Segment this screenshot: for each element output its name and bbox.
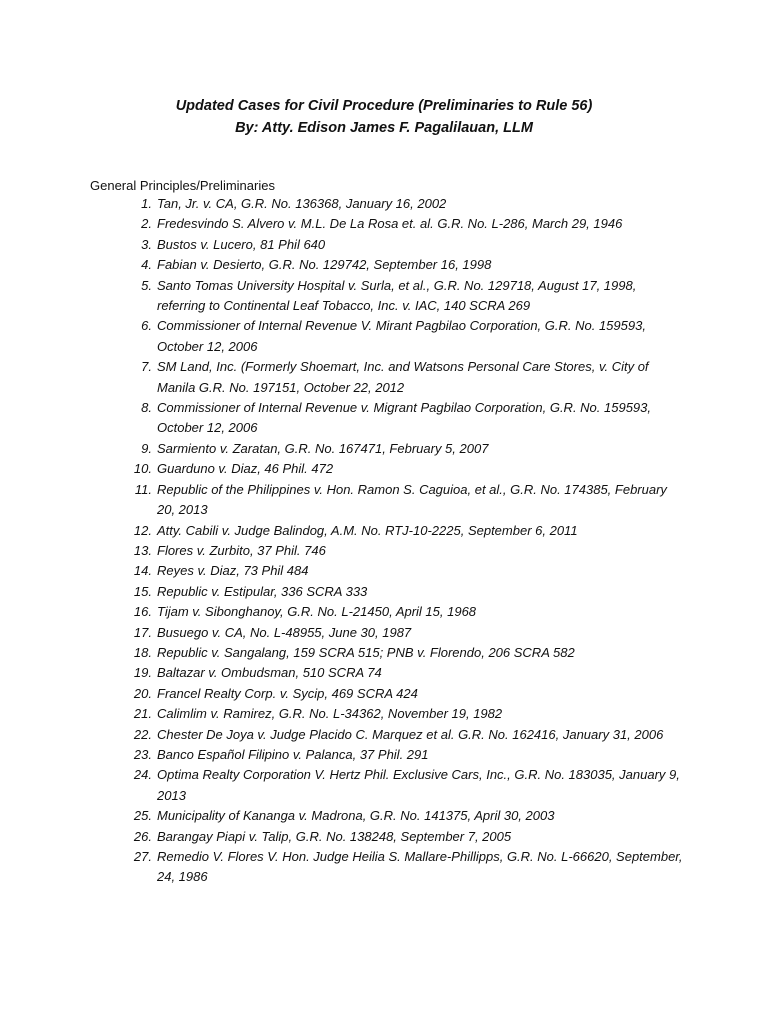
case-number: 8. <box>141 400 152 416</box>
case-citation: Remedio V. Flores V. Hon. Judge Heilia S. Mallare-Phillipps, G.R. No. L-66620, September, 24, 1986 <box>157 849 683 885</box>
title-line-2: By: Atty. Edison James F. Pagalilauan, LLM <box>235 120 533 136</box>
case-citation: Calimlim v. Ramirez, G.R. No. L-34362, November 19, 1982 <box>157 706 503 722</box>
case-citation: Republic v. Sangalang, 159 SCRA 515; PNB v. Florendo, 206 SCRA 582 <box>157 644 575 660</box>
case-number: 27. <box>133 849 152 864</box>
case-number: 7. <box>141 359 152 375</box>
case-item <box>126 704 686 724</box>
case-number: 11. <box>134 481 152 497</box>
case-citation: Republic v. Estipular, 336 SCRA 333 <box>157 583 368 599</box>
case-number: 26. <box>133 828 152 844</box>
case-number: 22. <box>133 726 152 742</box>
case-item <box>126 459 686 479</box>
case-number: 6. <box>141 318 152 334</box>
case-item <box>126 398 686 439</box>
case-citation: Reyes v. Diaz, 73 Phil 484 <box>157 563 309 579</box>
document-title <box>0 95 768 139</box>
case-number: 4. <box>141 257 152 273</box>
case-citation: Commissioner of Internal Revenue v. Migrant Pagbilao Corporation, G.R. No. 159593, October 12, 2006 <box>157 400 652 436</box>
case-citation: Bustos v. Lucero, 81 Phil 640 <box>157 236 326 252</box>
case-citation: Guarduno v. Diaz, 46 Phil. 472 <box>157 461 334 477</box>
case-citation: Tijam v. Sibonghanoy, G.R. No. L-21450, April 15, 1968 <box>157 604 477 620</box>
case-item <box>126 561 686 581</box>
case-number: 9. <box>141 440 152 456</box>
case-number: 16. <box>133 604 152 620</box>
case-item <box>126 316 686 357</box>
case-number: 10. <box>133 461 152 477</box>
case-number: 23. <box>133 746 152 762</box>
case-number: 5. <box>141 277 152 293</box>
case-item <box>126 806 686 826</box>
case-item <box>126 480 686 521</box>
case-citation: Tan, Jr. v. CA, G.R. No. 136368, January 16, 2002 <box>157 196 447 211</box>
case-number: 14. <box>133 563 152 579</box>
case-citation: Chester De Joya v. Judge Placido C. Marquez et al. G.R. No. 162416, January 31, 2006 <box>157 726 664 742</box>
section-heading: General Principles/Preliminaries <box>90 178 275 193</box>
case-number: 19. <box>133 665 152 681</box>
case-citation: Flores v. Zurbito, 37 Phil. 746 <box>157 542 326 558</box>
case-item <box>126 521 686 541</box>
case-item <box>126 276 686 317</box>
case-number: 20. <box>133 685 152 701</box>
case-citation: Sarmiento v. Zaratan, G.R. No. 167471, February 5, 2007 <box>157 440 489 456</box>
case-citation: Atty. Cabili v. Judge Balindog, A.M. No. RTJ-10-2225, September 6, 2011 <box>157 522 578 538</box>
case-number: 1. <box>141 196 152 211</box>
case-citation: Busuego v. CA, No. L-48955, June 30, 1987 <box>157 624 412 640</box>
case-number: 24. <box>133 767 152 783</box>
title-line-1: Updated Cases for Civil Procedure (Preliminaries to Rule 56) <box>175 98 593 114</box>
case-item <box>126 439 686 459</box>
case-item <box>126 255 686 275</box>
case-number: 18. <box>133 644 152 660</box>
case-number: 15. <box>133 583 152 599</box>
case-item <box>126 847 686 888</box>
case-item <box>126 582 686 602</box>
case-citation: Commissioner of Internal Revenue V. Mirant Pagbilao Corporation, G.R. No. 159593, October 12, 2006 <box>157 318 646 354</box>
case-citation: Fredesvindo S. Alvero v. M.L. De La Rosa et. al. G.R. No. L-286, March 29, 1946 <box>157 216 623 232</box>
case-citation: Republic of the Philippines v. Hon. Ramon S. Caguioa, et al., G.R. No. 174385, February 20, 2013 <box>157 481 667 518</box>
case-number: 17. <box>133 624 152 640</box>
case-item <box>126 623 686 643</box>
case-number: 25. <box>133 808 152 824</box>
case-item <box>126 745 686 765</box>
case-citation: SM Land, Inc. (Formerly Shoemart, Inc. and Watsons Personal Care Stores, v. City of Manila G.R. No. 197151, October 22, 2012 <box>157 359 649 395</box>
case-citation: Fabian v. Desierto, G.R. No. 129742, September 16, 1998 <box>157 257 492 273</box>
case-citation: Baltazar v. Ombudsman, 510 SCRA 74 <box>157 665 382 681</box>
case-number: 21. <box>133 706 152 722</box>
case-number: 2. <box>141 216 152 232</box>
case-item <box>126 214 686 234</box>
case-item <box>126 541 686 561</box>
case-list <box>126 194 686 888</box>
case-citation: Optima Realty Corporation V. Hertz Phil. Exclusive Cars, Inc., G.R. No. 183035, January 9, 2013 <box>157 767 680 803</box>
case-item <box>126 235 686 255</box>
case-item <box>126 684 686 704</box>
case-citation: Banco Español Filipino v. Palanca, 37 Phil. 291 <box>157 746 429 762</box>
case-item <box>126 194 686 214</box>
case-item <box>126 725 686 745</box>
case-citation: Santo Tomas University Hospital v. Surla, et al., G.R. No. 129718, August 17, 1998, referring to Continental Leaf Tobacco, Inc. v. IAC, 140 SCRA 269 <box>157 277 637 314</box>
case-item <box>126 663 686 683</box>
case-citation: Francel Realty Corp. v. Sycip, 469 SCRA 424 <box>157 685 418 701</box>
case-citation: Municipality of Kananga v. Madrona, G.R. No. 141375, April 30, 2003 <box>157 808 555 824</box>
case-number: 12. <box>133 522 152 538</box>
case-item <box>126 602 686 622</box>
case-item <box>126 765 686 806</box>
case-item <box>126 357 686 398</box>
case-item <box>126 827 686 847</box>
case-number: 3. <box>141 236 152 252</box>
case-item <box>126 643 686 663</box>
case-citation: Barangay Piapi v. Talip, G.R. No. 138248, September 7, 2005 <box>157 828 512 844</box>
case-number: 13. <box>133 542 152 558</box>
